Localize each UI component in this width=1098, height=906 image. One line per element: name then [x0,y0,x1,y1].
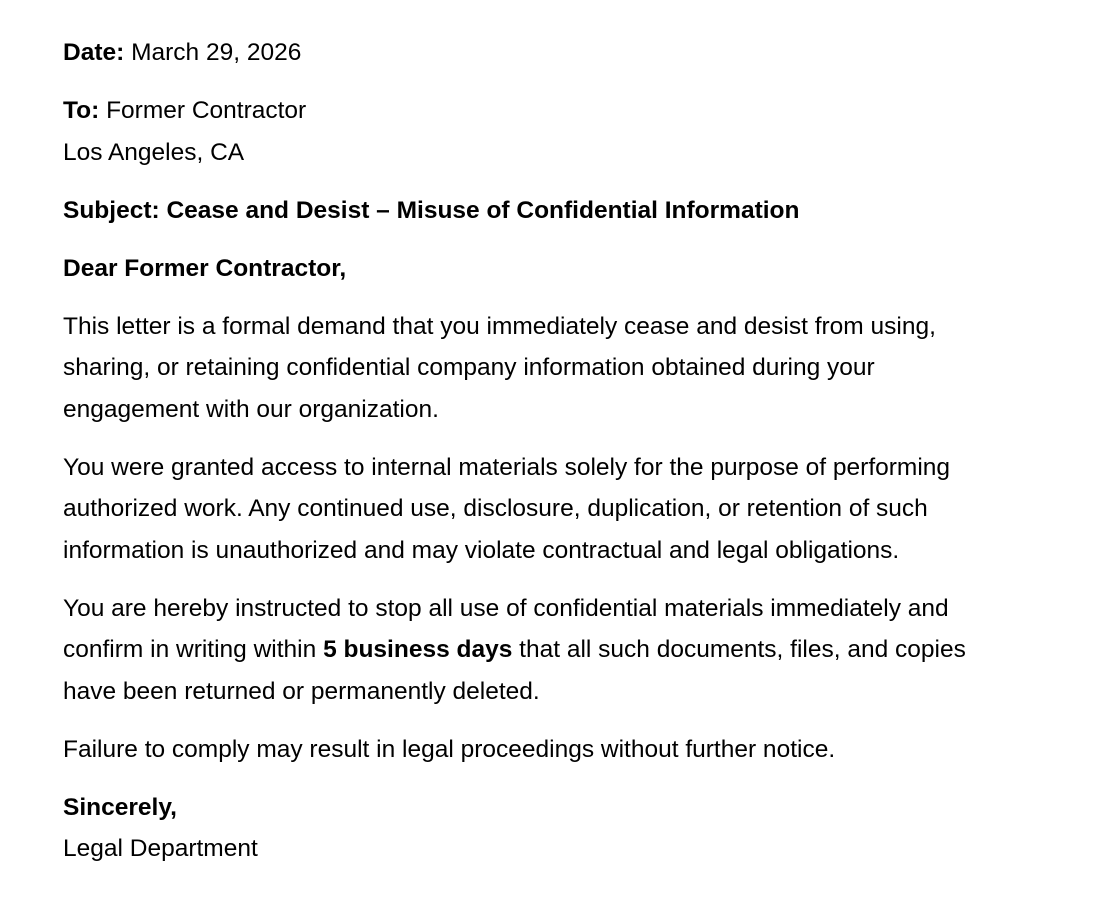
deadline-prefix: confirm in writing within [63,636,324,663]
paragraph-4 [63,729,1053,771]
subject-block [63,190,1000,232]
date-block [63,32,1000,74]
paragraph-1 [63,306,1053,431]
paragraph-line: information is unauthorized and may violate contractual and legal obligations. [63,536,900,564]
paragraph-line: You were granted access to internal materials solely for the purpose of performing [63,453,951,481]
paragraph-line: This letter is a formal demand that you immediately cease and desist from using, [63,312,936,340]
salutation: Dear Former Contractor, [63,254,347,282]
paragraph-line: You are hereby instructed to stop all use of confidential materials immediately and [63,594,949,622]
signature: Legal Department [63,835,258,862]
deadline-emphasis: 5 business days [323,636,513,663]
subject-line: Subject: Cease and Desist – Misuse of Confidential Information [63,196,800,224]
paragraph-line: sharing, or retaining confidential company information obtained during your [63,354,875,381]
deadline-suffix: that all such documents, files, and copies [512,636,966,663]
paragraph-line: have been returned or permanently deleted. [63,677,540,705]
date-value: March 29, 2026 [131,39,302,66]
paragraph-line: engagement with our organization. [63,395,439,423]
closing-block [63,787,1000,870]
date-label: Date: [63,39,125,66]
to-label: To: [63,97,100,124]
paragraph-line: Failure to comply may result in legal proceedings without further notice. [63,735,836,763]
paragraph-line [63,629,1053,671]
closing: Sincerely, [63,793,177,821]
paragraph-line: authorized work. Any continued use, disclosure, duplication, or retention of such [63,495,928,522]
recipient-location: Los Angeles, CA [63,138,245,166]
salutation-block [63,248,1000,290]
paragraph-2 [63,447,1053,572]
paragraph-3 [63,588,1053,713]
recipient-name: Former Contractor [106,97,307,124]
recipient-block [63,90,1000,173]
